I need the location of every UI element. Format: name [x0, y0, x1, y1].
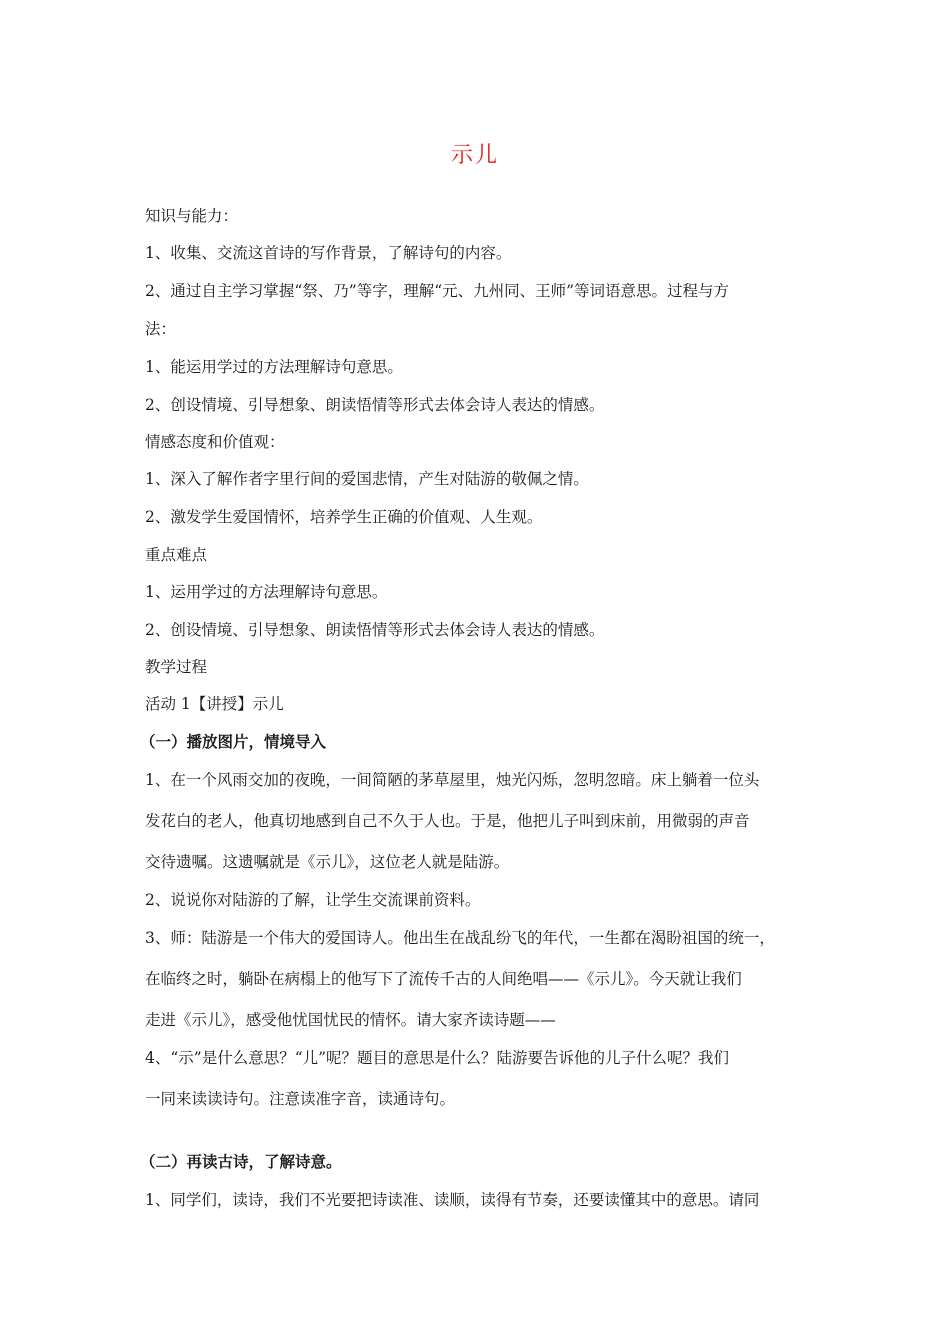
paragraph-line: 1、收集、交流这首诗的写作背景，了解诗句的内容。	[145, 244, 512, 262]
paragraph-line: 4、“示”是什么意思？“儿”呢？题目的意思是什么？陆游要告诉他的儿子什么呢？我们	[145, 1049, 730, 1067]
document-title: 示儿	[450, 143, 499, 168]
paragraph-line: 1、同学们，读诗，我们不光要把诗读准、读顺，读得有节奏，还要读懂其中的意思。请同	[145, 1191, 760, 1209]
subsection-heading-1: （一）播放图片，情境导入	[140, 732, 327, 751]
section-heading-key-points: 重点难点	[145, 546, 208, 564]
paragraph-line: 1、能运用学过的方法理解诗句意思。	[145, 358, 403, 376]
section-heading-knowledge: 知识与能力：	[145, 207, 239, 225]
paragraph-line: 2、激发学生爱国情怀，培养学生正确的价值观、人生观。	[145, 508, 543, 526]
paragraph-line: 走进《示儿》，感受他忧国忧民的情怀。请大家齐读诗题——	[145, 1011, 556, 1029]
section-heading-emotion: 情感态度和价值观：	[145, 433, 285, 451]
paragraph-line: 1、深入了解作者字里行间的爱国悲情，产生对陆游的敬佩之情。	[145, 470, 589, 488]
paragraph-line: 3、师：陆游是一个伟大的爱国诗人。他出生在战乱纷飞的年代，一生都在渴盼祖国的统一，	[145, 929, 775, 947]
paragraph-line: 2、通过自主学习掌握“祭、乃”等字，理解“元、九州同、王师”等词语意思。过程与方	[145, 282, 730, 300]
paragraph-line: 法：	[145, 320, 177, 338]
paragraph-line: 一同来读读诗句。注意读准字音，读通诗句。	[145, 1090, 456, 1108]
paragraph-line: 交待遗嘱。这遗嘱就是《示儿》，这位老人就是陆游。	[145, 853, 510, 871]
paragraph-line: 在临终之时，躺卧在病榻上的他写下了流传千古的人间绝唱——《示儿》。今天就让我们	[145, 970, 742, 988]
paragraph-line: 2、创设情境、引导想象、朗读悟情等形式去体会诗人表达的情感。	[145, 396, 605, 414]
paragraph-line: 2、说说你对陆游的了解，让学生交流课前资料。	[145, 891, 481, 909]
activity-heading: 活动 1【讲授】示儿	[145, 695, 284, 713]
paragraph-line: 1、运用学过的方法理解诗句意思。	[145, 583, 388, 601]
paragraph-line: 发花白的老人，他真切地感到自己不久于人也。于是，他把儿子叫到床前，用微弱的声音	[145, 812, 750, 830]
paragraph-line: 2、创设情境、引导想象、朗读悟情等形式去体会诗人表达的情感。	[145, 621, 605, 639]
subsection-heading-2: （二）再读古诗，了解诗意。	[140, 1152, 342, 1171]
paragraph-line: 1、在一个风雨交加的夜晚，一间简陋的茅草屋里，烛光闪烁，忽明忽暗。床上躺着一位头	[145, 771, 760, 789]
section-heading-process: 教学过程	[145, 658, 208, 676]
